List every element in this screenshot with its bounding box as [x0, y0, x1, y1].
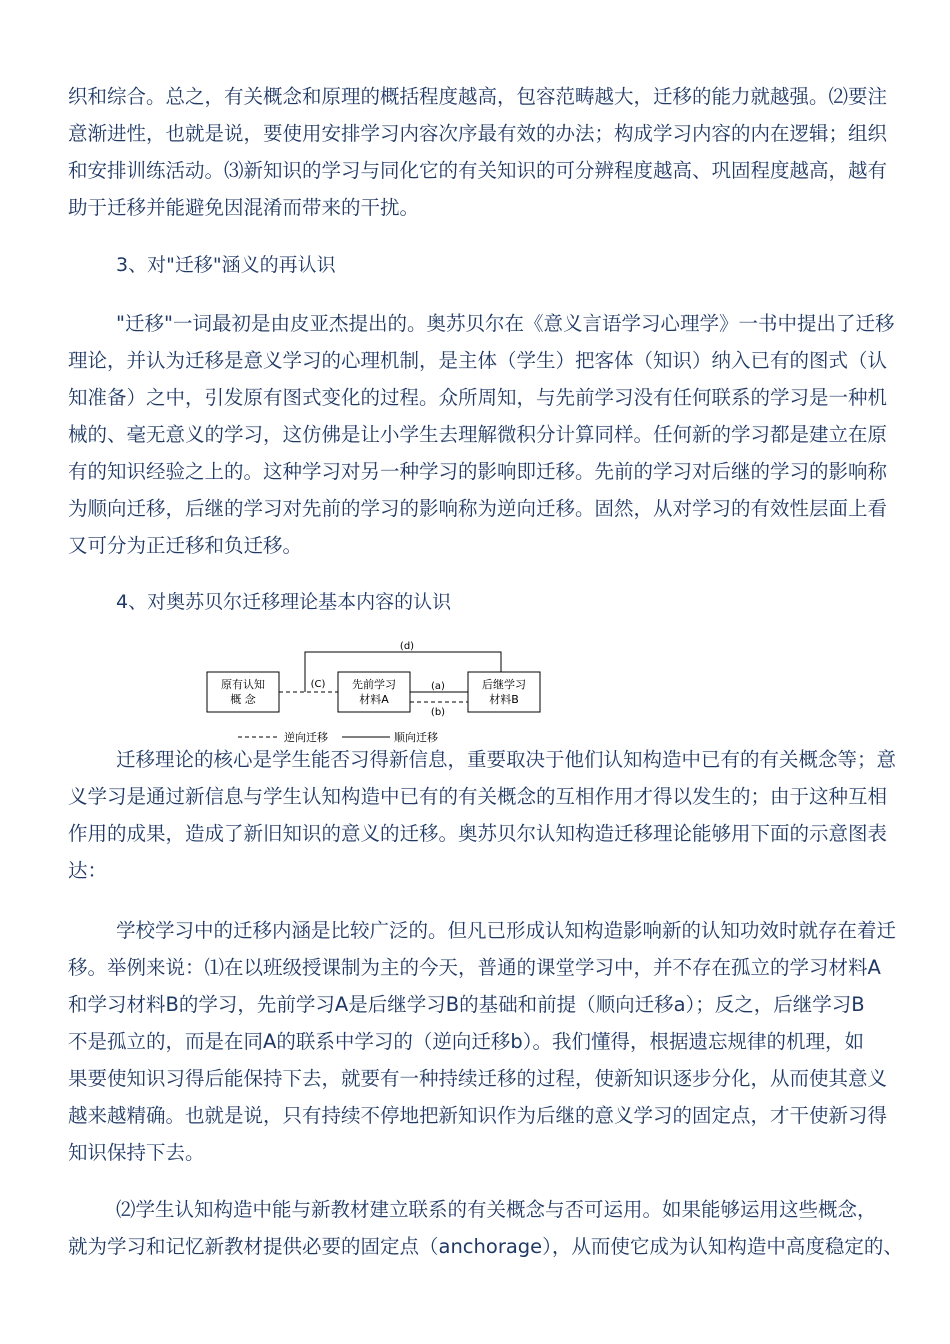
text-line: 就为学习和记忆新教材提供必要的固定点（anchorage），从而使它成为认知构造中高度稳定的、 — [68, 1235, 903, 1258]
text-line: 作用的成果，造成了新旧知识的意义的迁移。奥苏贝尔认知构造迁移理论能够用下面的示意图表 — [68, 822, 888, 845]
text-line: 果要使知识习得后能保持下去，就要有一种持续迁移的过程，使新知识逐步分化，从而使其意义 — [68, 1067, 888, 1090]
text-line: 有的知识经验之上的。这种学习对另一种学习的影响即迁移。先前的学习对后继的学习的影响称 — [68, 460, 888, 483]
text-line: 和安排训练活动。⑶新知识的学习与同化它的有关知识的可分辨程度越高、巩固程度越高，越有 — [68, 159, 888, 182]
text-line: 达： — [68, 859, 108, 882]
text-line: 械的、毫无意义的学习，这仿佛是让小学生去理解微积分计算同样。任何新的学习都是建立在原 — [68, 423, 888, 446]
label-d: (d) — [399, 641, 415, 652]
text-line: 学校学习中的迁移内涵是比较广泛的。但凡已形成认知构造影响新的认知功效时就存在着迁 — [116, 919, 897, 942]
text-line: 为顺向迁移，后继的学习对先前的学习的影响称为逆向迁移。固然，从对学习的有效性层面上看 — [68, 497, 888, 520]
section-heading-3: 3、对"迁移"涵义的再认识 — [116, 254, 336, 276]
text-line: 迁移理论的核心是学生能否习得新信息，重要取决于他们认知构造中已有的有关概念等；意 — [116, 748, 897, 771]
section-heading-4: 4、对奥苏贝尔迁移理论基本内容的认识 — [116, 591, 452, 613]
text-line: 助于迁移并能避免因混淆而带来的干扰。 — [68, 196, 420, 219]
paragraph-transfer-conditions — [68, 78, 888, 226]
paragraph-anchorage — [68, 1191, 903, 1265]
text-line: 理论，并认为迁移是意义学习的心理机制，是主体（学生）把客体（知识）纳入已有的图式（认 — [68, 349, 888, 372]
box-later-line2: 材料B — [489, 693, 519, 706]
paragraph-transfer-meaning — [68, 305, 895, 564]
text-line: 织和综合。总之，有关概念和原理的概括程度越高，包容范畴越大，迁移的能力就越强。⑵要注 — [68, 85, 888, 108]
text-line: 越来越精确。也就是说，只有持续不停地把新知识作为后继的意义学习的固定点，才干使新习得 — [68, 1104, 888, 1127]
text-line: 和学习材料B的学习，先前学习A是后继学习B的基础和前提（顺向迁移a）；反之，后继学习B — [68, 993, 865, 1016]
paragraph-transfer-core — [68, 741, 897, 889]
box-prior-line2: 材料A — [359, 693, 389, 706]
text-line: 又可分为正迁移和负迁移。 — [68, 534, 303, 557]
text-line: 义学习是通过新信息与学生认知构造中已有的有关概念的互相作用才得以发生的；由于这种互相 — [68, 785, 888, 808]
legend-forward-label: 顺向迁移 — [394, 731, 438, 744]
box-original-line1: 原有认知 — [221, 678, 265, 691]
text-line: 知识保持下去。 — [68, 1141, 205, 1164]
transfer-theory-diagram — [200, 636, 550, 746]
label-a: (a) — [431, 681, 445, 692]
text-line: 移。举例来说：⑴在以班级授课制为主的今天，普通的课堂学习中，并不存在孤立的学习材料A — [68, 956, 881, 979]
box-later-line1: 后继学习 — [482, 678, 526, 691]
text-line: "迁移"一词最初是由皮亚杰提出的。奥苏贝尔在《意义言语学习心理学》一书中提出了迁移 — [116, 312, 895, 335]
text-line: 意渐进性，也就是说，要使用安排学习内容次序最有效的办法；构成学习内容的内在逻辑；组织 — [68, 122, 888, 145]
text-line: 不是孤立的，而是在同A的联系中学习的（逆向迁移b）。我们懂得，根据遗忘规律的机理，如 — [68, 1030, 864, 1053]
text-line: ⑵学生认知构造中能与新教材建立联系的有关概念与否可运用。如果能够运用这些概念， — [116, 1198, 877, 1221]
paragraph-school-transfer — [68, 912, 897, 1171]
legend-reverse-label: 逆向迁移 — [284, 731, 328, 744]
label-b: (b) — [430, 707, 446, 718]
text-line: 知准备）之中，引发原有图式变化的过程。众所周知，与先前学习没有任何联系的学习是一种机 — [68, 386, 888, 409]
box-prior-line1: 先前学习 — [352, 678, 396, 691]
label-c: (C) — [310, 679, 326, 690]
box-original-line2: 概 念 — [230, 693, 256, 706]
